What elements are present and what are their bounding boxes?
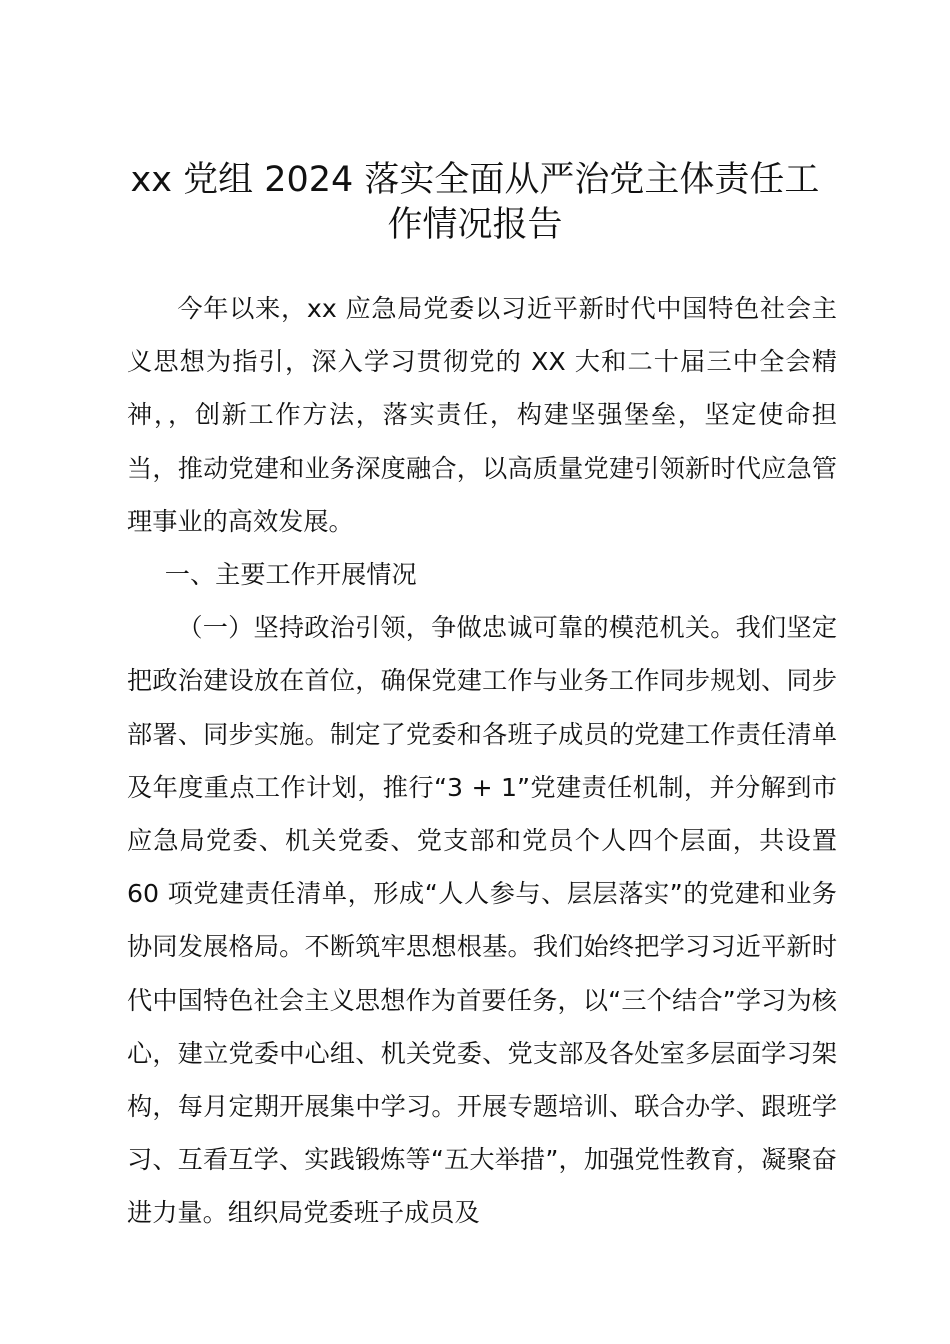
body-paragraph: （一）坚持政治引领，争做忠诚可靠的模范机关。我们坚定把政治建设放在首位，确保党建工作与业务工作同步规划、同步部署、同步实施。制定了党委和各班子成员的党建工作责任清单及年度重点工作计划，推行“3 + 1”党建责任机制，并分解到市应急局党委、机关党委、党支部和党员个人四个层面，共设置 60 项党建责任清单，形成“人人参与、层层落实”的党建和业务协同发展格局。不断筑牢思想根基。我们始终把学习习近平新时代中国特色社会主义思想作为首要任务，以“三个结合”学习为核心，建立党委中心组、机关党委、党支部及各处室多层面学习架构，每月定期开展集中学习。开展专题培训、联合办学、跟班学习、互看互学、实践锻炼等“五大举措”，加强党性教育，凝聚奋进力量。组织局党委班子成员及 bbox=[127, 613, 837, 1228]
document-title: xx 党组 2024 落实全面从严治党主体责任工作情况报告 bbox=[130, 160, 820, 245]
intro-paragraph: 今年以来，xx 应急局党委以习近平新时代中国特色社会主义思想为指引，深入学习贯彻党的 XX 大和二十届三中全会精神，，创新工作方法，落实责任，构建坚强堡垒，坚定使命担当，推动党建和业务深度融合，以高质量党建引领新时代应急管理事业的高效发展。 bbox=[127, 294, 837, 536]
section-heading: 一、主要工作开展情况 bbox=[164, 560, 417, 590]
document-body bbox=[127, 282, 837, 1240]
